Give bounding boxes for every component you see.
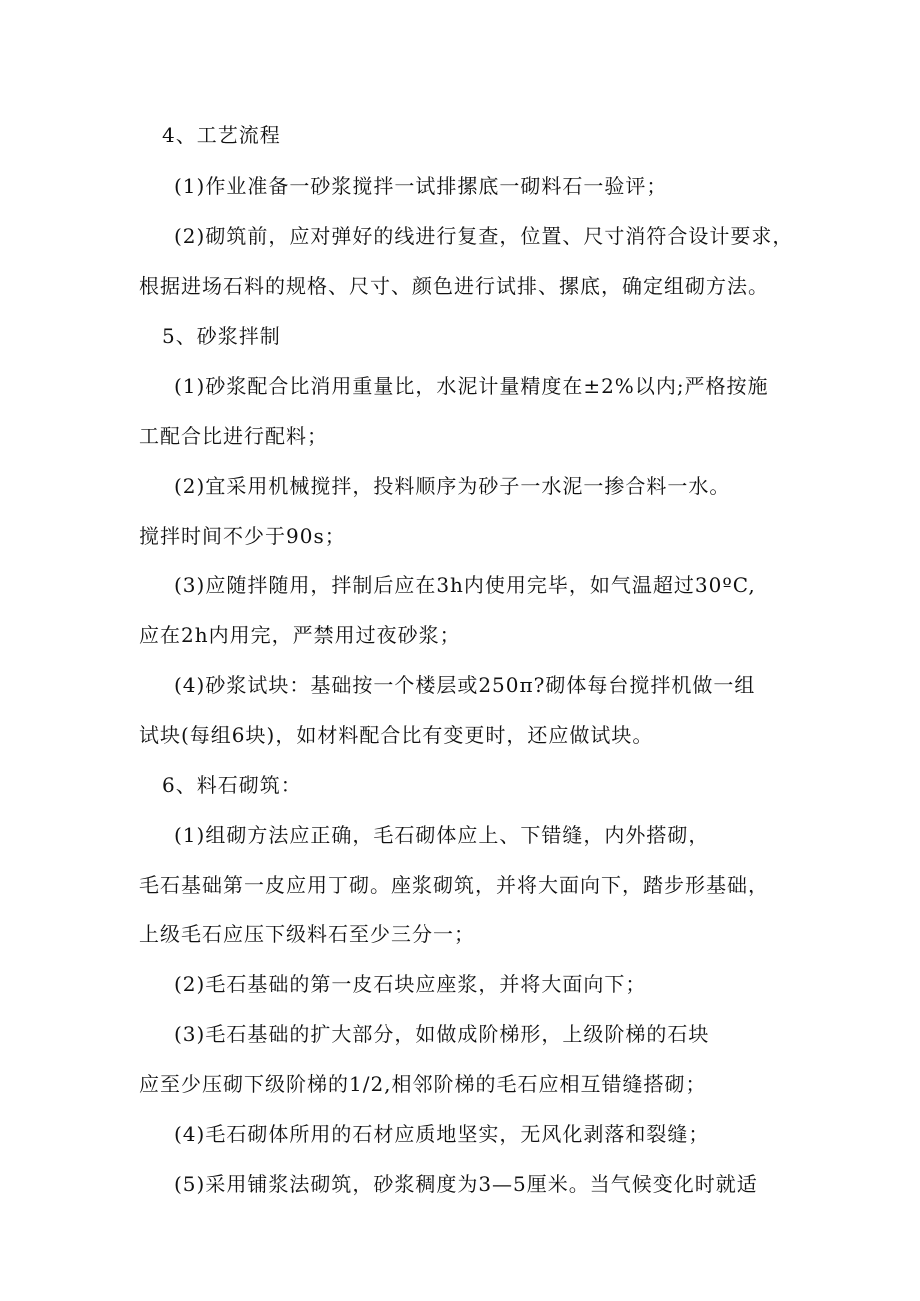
heading-stone-masonry: 6、料石砌筑：: [162, 773, 302, 797]
text-line: 搅拌时间不少于90s；: [139, 524, 346, 548]
text-line: (2)毛石基础的第一皮石块应座浆，并将大面向下；: [174, 972, 647, 996]
heading-process-flow: 4、工艺流程: [162, 123, 281, 147]
text-line: (4)砂浆试块：基础按一个楼层或250π?砌体每台搅拌机做一组: [174, 673, 756, 697]
text-line: (1)砂浆配合比消用重量比，水泥计量精度在±2%以内;严格按施: [174, 374, 769, 398]
text-line: 试块(每组6块)，如材料配合比有变更时，还应做试块。: [139, 723, 654, 747]
text-line: (1)作业准备一砂浆搅拌一试排摞底一砌料石一验评；: [174, 174, 668, 198]
text-line: (1)组砌方法应正确，毛石砌体应上、下错缝，内外搭砌，: [174, 823, 710, 847]
text-line: (2)砌筑前，应对弹好的线进行复查，位置、尺寸消符合设计要求，: [174, 224, 794, 248]
text-line: 应至少压砌下级阶梯的1/2,相邻阶梯的毛石应相互错缝搭砌；: [139, 1072, 707, 1096]
text-line: (5)采用铺浆法砌筑，砂浆稠度为3—5厘米。当气候变化时就适: [174, 1172, 758, 1196]
heading-mortar-mixing: 5、砂浆拌制: [162, 324, 281, 348]
text-line: 上级毛石应压下级料石至少三分一；: [139, 922, 475, 946]
text-line: 工配合比进行配料；: [139, 424, 328, 448]
text-line: 应在2h内用完，严禁用过夜砂浆；: [139, 623, 461, 647]
text-line: (3)应随拌随用，拌制后应在3h内使用完毕，如气温超过30ºC,: [174, 573, 756, 597]
text-line: 根据进场石料的规格、尺寸、颜色进行试排、摞底，确定组砌方法。: [139, 274, 769, 298]
text-line: (3)毛石基础的扩大部分，如做成阶梯形，上级阶梯的石块: [174, 1022, 710, 1046]
text-line: (4)毛石砌体所用的石材应质地坚实，无风化剥落和裂缝；: [174, 1122, 710, 1146]
text-line: 毛石基础第一皮应用丁砌。座浆砌筑，并将大面向下，踏步形基础，: [139, 873, 769, 897]
text-line: (2)宜采用机械搅拌，投料顺序为砂子一水泥一掺合料一水。: [174, 474, 731, 498]
